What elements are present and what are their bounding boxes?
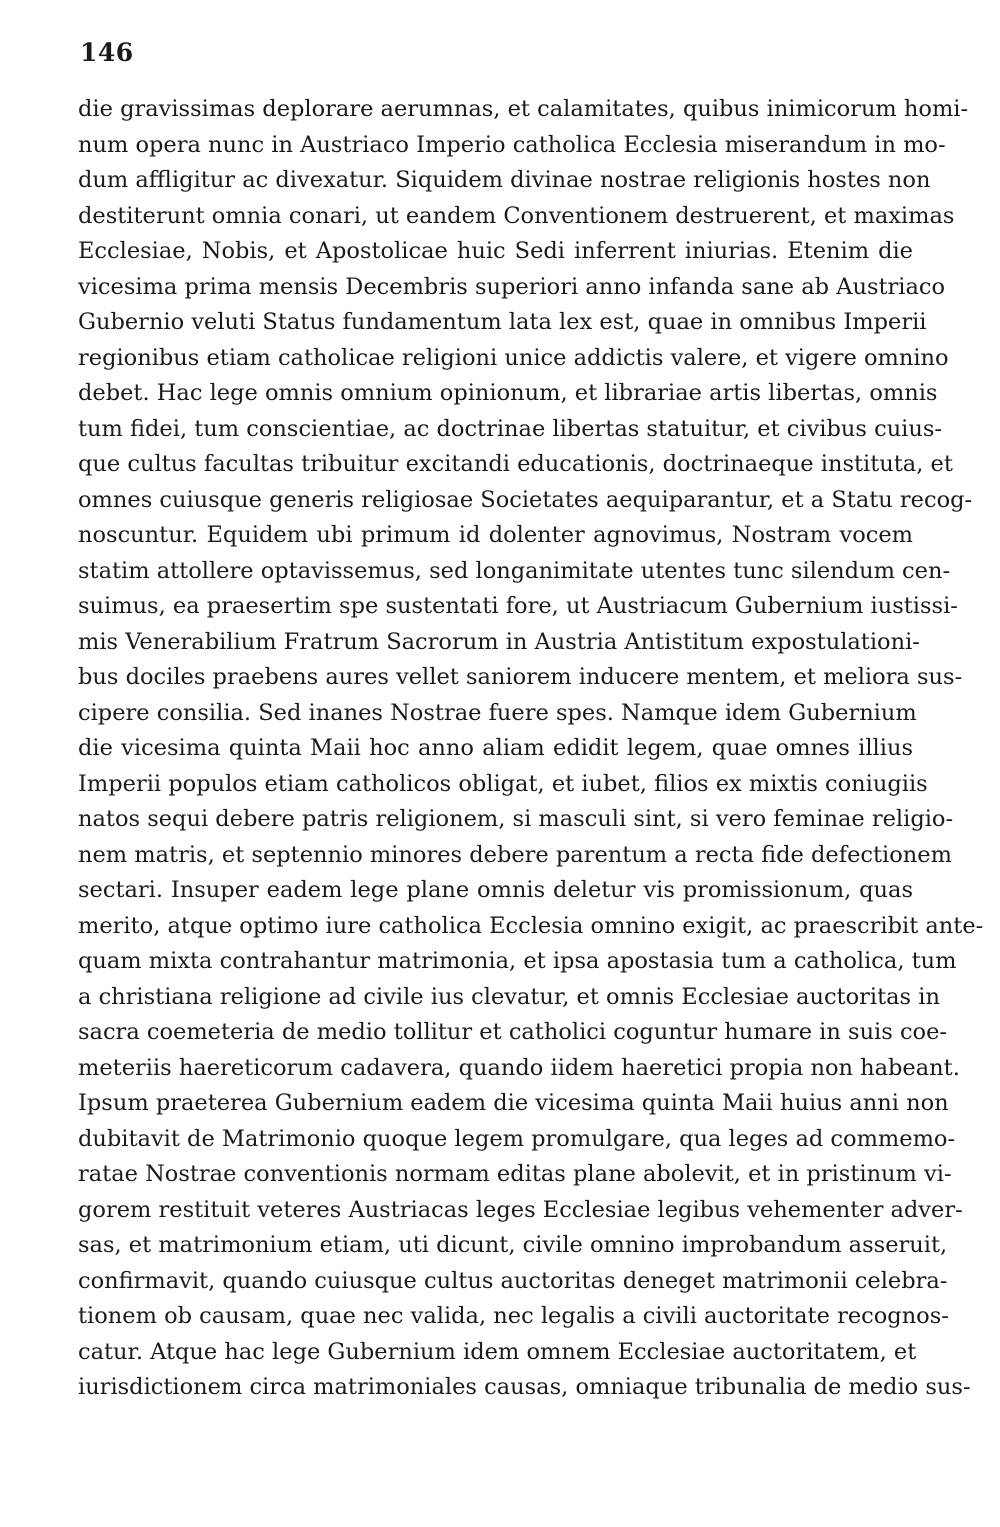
- text-line-3: dum affligitur ac divexatur. Siquidem divinae nostrae religionis hostes non: [78, 167, 931, 193]
- text-line-6: vicesima prima mensis Decembris superiori anno infanda sane ab Austriaco: [78, 273, 946, 300]
- text-line-5: Ecclesiae, Nobis, et Apostolicae huic Sedi inferrent iniurias. Etenim die: [78, 238, 913, 264]
- text-line-37: iurisdictionem circa matrimoniales causas, omniaque tribunalia de medio sus-: [78, 1374, 971, 1400]
- text-line-29: Ipsum praeterea Gubernium eadem die vicesima quinta Maii huius anni non: [78, 1090, 949, 1116]
- text-line-24: merito, atque optimo iure catholica Ecclesia omnino exigit, ac praescribit ante-: [78, 912, 984, 939]
- text-line-34: confirmavit, quando cuiusque cultus auctoritas deneget matrimonii celebra-: [78, 1267, 948, 1294]
- text-line-21: natos sequi debere patris religionem, si masculi sint, si vero feminae religio-: [78, 806, 954, 832]
- text-line-9: debet. Hac lege omnis omnium opinionum, et librariae artis libertas, omnis: [78, 380, 938, 406]
- text-line-35: tionem ob causam, quae nec valida, nec legalis a civili auctoritate recognos-: [78, 1303, 949, 1329]
- text-line-1: die gravissimas deplorare aerumnas, et calamitates, quibus inimicorum homi-: [78, 96, 969, 122]
- text-line-19: die vicesima quinta Maii hoc anno aliam edidit legem, quae omnes illius: [78, 735, 913, 761]
- text-line-20: Imperii populos etiam catholicos obligat, et iubet, filios ex mixtis coniugiis: [78, 770, 928, 797]
- text-line-32: gorem restituit veteres Austriacas leges Ecclesiae legibus vehementer adver-: [78, 1196, 963, 1223]
- page-number: 146: [80, 38, 134, 67]
- text-line-33: sas, et matrimonium etiam, uti dicunt, civile omnino improbandum asseruit,: [78, 1232, 948, 1258]
- text-line-15: suimus, ea praesertim spe sustentati fore, ut Austriacum Gubernium iustissi-: [78, 593, 958, 619]
- text-line-2: num opera nunc in Austriaco Imperio catholica Ecclesia miserandum in mo-: [78, 131, 946, 158]
- body-text: [78, 92, 984, 1406]
- text-line-8: regionibus etiam catholicae religioni unice addictis valere, et vigere omnino: [78, 344, 949, 371]
- text-line-16: mis Venerabilium Fratrum Sacrorum in Austria Antistitum expostulationi-: [78, 628, 920, 655]
- text-line-28: meteriis haereticorum cadavera, quando iidem haeretici propia non habeant.: [78, 1054, 960, 1081]
- text-line-30: dubitavit de Matrimonio quoque legem promulgare, qua leges ad commemo-: [78, 1125, 956, 1152]
- text-line-27: sacra coemeteria de medio tollitur et catholici coguntur humare in suis coe-: [78, 1019, 948, 1045]
- text-line-12: omnes cuiusque generis religiosae Societates aequiparantur, et a Statu recog-: [78, 486, 973, 513]
- text-line-18: cipere consilia. Sed inanes Nostrae fuere spes. Namque idem Gubernium: [78, 699, 917, 726]
- text-line-13: noscuntur. Equidem ubi primum id dolenter agnovimus, Nostram vocem: [78, 522, 913, 548]
- text-line-14: statim attollere optavissemus, sed longanimitate utentes tunc silendum cen-: [78, 557, 951, 584]
- text-line-17: bus dociles praebens aures vellet saniorem inducere mentem, et meliora sus-: [78, 664, 963, 690]
- text-line-22: nem matris, et septennio minores debere parentum a recta fide defectionem: [78, 841, 952, 868]
- text-line-11: que cultus facultas tribuitur excitandi educationis, doctrinaeque instituta, et: [78, 451, 953, 477]
- text-line-26: a christiana religione ad civile ius clevatur, et omnis Ecclesiae auctoritas in: [78, 983, 940, 1010]
- text-line-4: destiterunt omnia conari, ut eandem Conventionem destruerent, et maximas: [78, 202, 955, 229]
- text-line-36: catur. Atque hac lege Gubernium idem omnem Ecclesiae auctoritatem, et: [78, 1338, 917, 1365]
- text-line-7: Gubernio veluti Status fundamentum lata lex est, quae in omnibus Imperii: [78, 309, 927, 335]
- text-line-31: ratae Nostrae conventionis normam editas plane abolevit, et in pristinum vi-: [78, 1161, 952, 1187]
- text-line-10: tum fidei, tum conscientiae, ac doctrinae libertas statuitur, et civibus cuius-: [78, 415, 943, 442]
- text-line-23: sectari. Insuper eadem lege plane omnis deletur vis promissionum, quas: [78, 877, 913, 903]
- text-line-25: quam mixta contrahantur matrimonia, et ipsa apostasia tum a catholica, tum: [78, 948, 957, 974]
